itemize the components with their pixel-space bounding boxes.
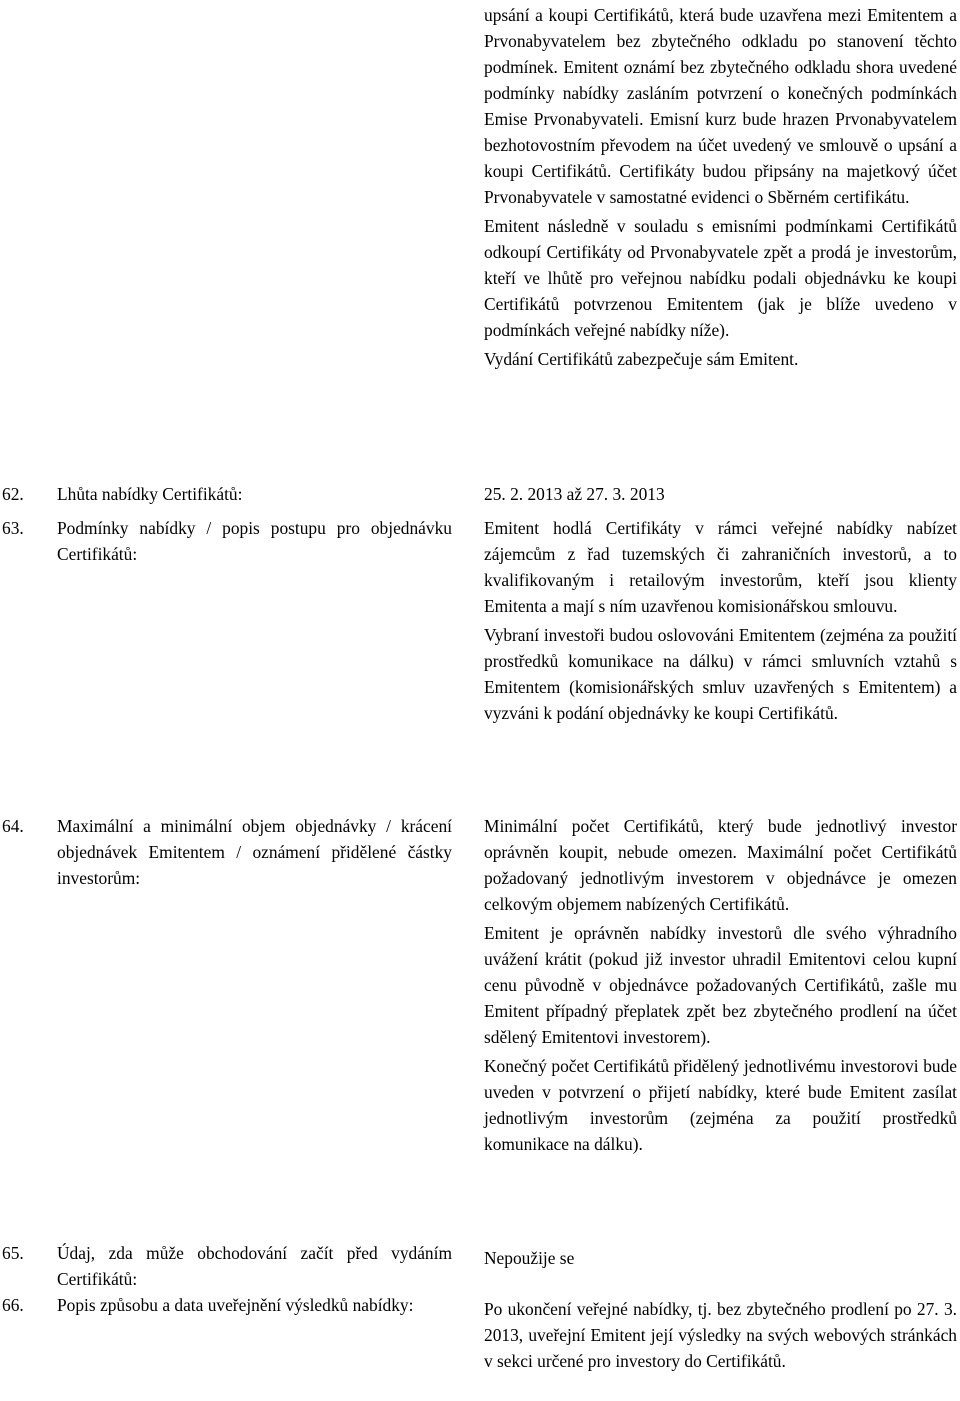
item-62-value (484, 481, 957, 507)
item-label: Lhůta nabídky Certifikátů: (57, 484, 243, 504)
item-label: Údaj, zda může obchodování začít před vydáním Certifikátů: (57, 1243, 452, 1289)
paragraph: Emitent následně v souladu s emisními podmínkami Certifikátů odkoupí Certifikáty od Prvonabyvatele zpět a prodá je investorům, kteří ve lhůtě pro veřejnou nabídku podali objednávku ke koupi Certifikátů potvrzenou Emitentem (jak je blíže uvedeno v podmínkách veřejné nabídky níže). (484, 216, 957, 340)
paragraph: Emitent hodlá Certifikáty v rámci veřejné nabídky nabízet zájemcům z řad tuzemských či zahraničních investorů, a to kvalifikovaným i retailovým investorům, kteří jsou klienty Emitenta a mají s ním uzavřenou komisionářskou smlouvu. (484, 518, 957, 616)
item-65-label (2, 1240, 452, 1292)
paragraph: 25. 2. 2013 až 27. 3. 2013 (484, 484, 665, 504)
continued-text-block (484, 2, 957, 372)
item-number: 65. (2, 1243, 24, 1263)
paragraph: Konečný počet Certifikátů přidělený jednotlivému investorovi bude uveden v potvrzení o přijetí nabídky, které bude Emitent zasílat jednotlivým investorům (zejména za použití prostředků komunikace na dálku). (484, 1056, 957, 1154)
item-63-value (484, 515, 957, 726)
item-62-label (2, 481, 452, 507)
item-65-value (484, 1245, 957, 1271)
item-number: 64. (2, 816, 24, 836)
item-label: Popis způsobu a data uveřejnění výsledků nabídky: (57, 1295, 414, 1315)
paragraph: Nepoužije se (484, 1248, 575, 1268)
item-66-value (484, 1296, 957, 1374)
paragraph: upsání a koupi Certifikátů, která bude uzavřena mezi Emitentem a Prvonabyvatelem bez zbytečného odkladu po stanovení těchto podmínek. Emitent oznámí bez zbytečného odkladu shora uvedené podmínky nabídky zasláním potvrzení o konečných podmínkách Emise Prvonabyvateli. Emisní kurz bude hrazen Prvonabyvatelem bezhotovostním převodem na účet uvedený ve smlouvě o upsání a koupi Certifikátů. Certifikáty budou připsány na majetkový účet Prvonabyvatele v samostatné evidenci o Sběrném certifikátu. (484, 5, 957, 207)
paragraph: Po ukončení veřejné nabídky, tj. bez zbytečného prodlení po 27. 3. 2013, uveřejní Emitent její výsledky na svých webových stránkách v sekci určené pro investory do Certifikátů. (484, 1299, 957, 1371)
item-number: 66. (2, 1295, 24, 1315)
item-number: 62. (2, 484, 24, 504)
item-label: Maximální a minimální objem objednávky / krácení objednávek Emitentem / oznámení přidělené částky investorům: (57, 816, 452, 888)
item-64-value (484, 813, 957, 1157)
item-label: Podmínky nabídky / popis postupu pro objednávku Certifikátů: (57, 518, 452, 564)
item-64-label (2, 813, 452, 891)
paragraph: Vybraní investoři budou oslovováni Emitentem (zejména za použití prostředků komunikace na dálku) v rámci smluvních vztahů s Emitentem (komisionářských smluv uzavřených s Emitentem) a vyzváni k podání objednávky ke koupi Certifikátů. (484, 625, 957, 723)
paragraph: Emitent je oprávněn nabídky investorů dle svého výhradního uvážení krátit (pokud již investor uhradil Emitentovi celou kupní cenu původně v objednávce požadovaných Certifikátů, zašle mu Emitent případný přeplatek zpět bez zbytečného prodlení na účet sdělený Emitentovi investorem). (484, 923, 957, 1047)
item-number: 63. (2, 518, 24, 538)
paragraph: Minimální počet Certifikátů, který bude jednotlivý investor oprávněn koupit, nebude omezen. Maximální počet Certifikátů požadovaný jednotlivým investorem v objednávce je omezen celkovým objemem nabízených Certifikátů. (484, 816, 957, 914)
item-63-label (2, 515, 452, 567)
paragraph: Vydání Certifikátů zabezpečuje sám Emitent. (484, 349, 799, 369)
item-66-label (2, 1292, 452, 1318)
